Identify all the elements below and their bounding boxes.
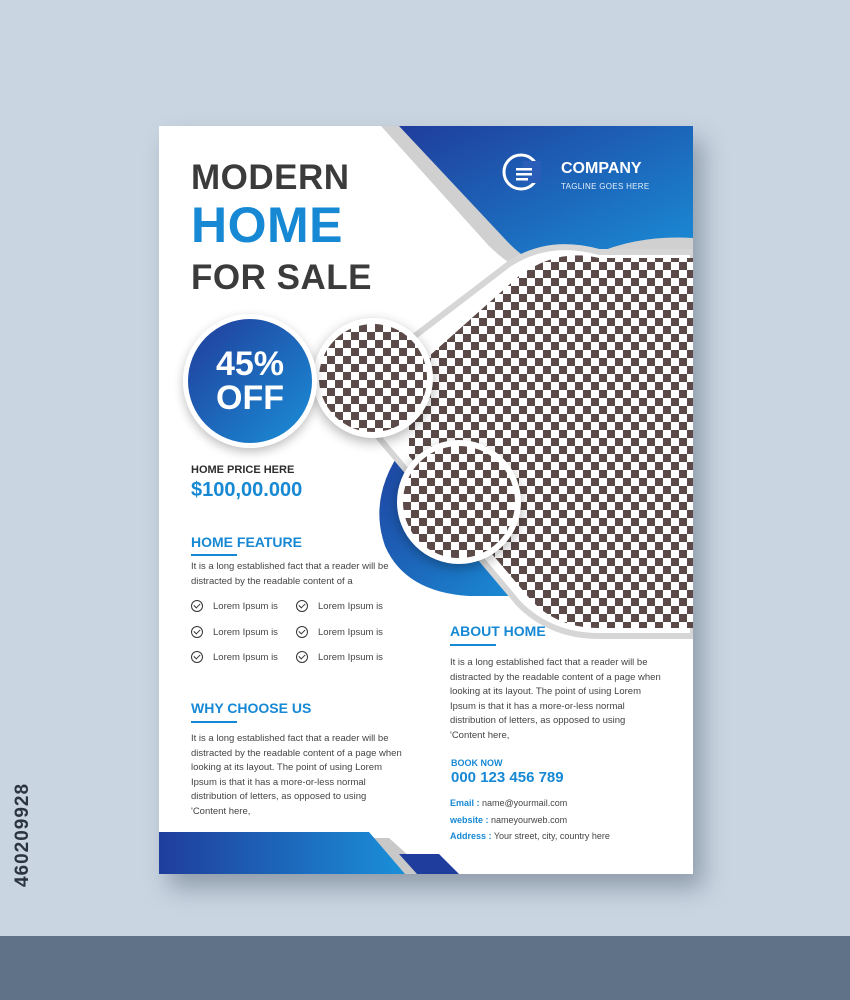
check-circle-icon bbox=[191, 600, 203, 612]
discount-badge bbox=[183, 314, 317, 448]
check-circle-icon bbox=[296, 626, 308, 638]
check-circle-icon bbox=[191, 651, 203, 663]
price-value: $100,00.000 bbox=[191, 479, 303, 501]
why-choose-title: WHY CHOOSE US bbox=[191, 700, 312, 716]
feature-item: Lorem Ipsum is bbox=[191, 600, 278, 612]
phone-number[interactable]: 000 123 456 789 bbox=[451, 769, 564, 786]
stock-id-vertical: 460209928 bbox=[12, 782, 34, 888]
feature-item: Lorem Ipsum is bbox=[191, 651, 278, 663]
feature-item: Lorem Ipsum is bbox=[296, 626, 383, 638]
feature-item: Lorem Ipsum is bbox=[296, 600, 383, 612]
why-choose-underline bbox=[191, 721, 237, 723]
contact-email[interactable]: Email : name@yourmail.com bbox=[450, 798, 568, 808]
flyer bbox=[159, 126, 693, 874]
price-label: HOME PRICE HERE bbox=[191, 464, 295, 476]
discount-percent: 45% bbox=[215, 345, 285, 383]
check-circle-icon bbox=[296, 600, 308, 612]
circle-photo-bottom bbox=[397, 440, 521, 564]
headline-modern: MODERN bbox=[191, 158, 350, 197]
circle-photo-top bbox=[313, 318, 433, 438]
floor-band bbox=[0, 936, 850, 1000]
home-feature-underline bbox=[191, 554, 237, 556]
feature-item: Lorem Ipsum is bbox=[296, 651, 383, 663]
headline-for-sale: FOR SALE bbox=[191, 258, 372, 297]
feature-item: Lorem Ipsum is bbox=[191, 626, 278, 638]
check-circle-icon bbox=[296, 651, 308, 663]
about-home-title: ABOUT HOME bbox=[450, 623, 546, 639]
about-home-underline bbox=[450, 644, 496, 646]
contact-address: Address : Your street, city, country here bbox=[450, 831, 610, 841]
contact-website[interactable]: website : nameyourweb.com bbox=[450, 815, 568, 825]
company-name: COMPANY bbox=[561, 160, 642, 177]
home-feature-title: HOME FEATURE bbox=[191, 534, 302, 550]
bottom-ribbon-blue bbox=[159, 832, 405, 874]
why-choose-text: It is a long established fact that a reader will be distracted by the readable content of a page when looking at its layout. The point of using Lorem Ipsum is that it has a more-or-less normal distribution of letters, as opposed to using 'Content here, bbox=[191, 733, 402, 817]
book-now-label: BOOK NOW bbox=[451, 758, 503, 768]
headline-home: HOME bbox=[191, 197, 343, 253]
company-tagline: TAGLINE GOES HERE bbox=[561, 182, 650, 191]
about-home-text: It is a long established fact that a reader will be distracted by the readable content of a page when looking at its layout. The point of using Lorem Ipsum is that it has a more-or-less normal distribution of letters, as opposed to using 'Content here, bbox=[450, 657, 661, 741]
discount-off: OFF bbox=[216, 379, 284, 417]
check-circle-icon bbox=[191, 626, 203, 638]
home-feature-intro: It is a long established fact that a reader will be distracted by the readable content of a bbox=[191, 561, 389, 587]
